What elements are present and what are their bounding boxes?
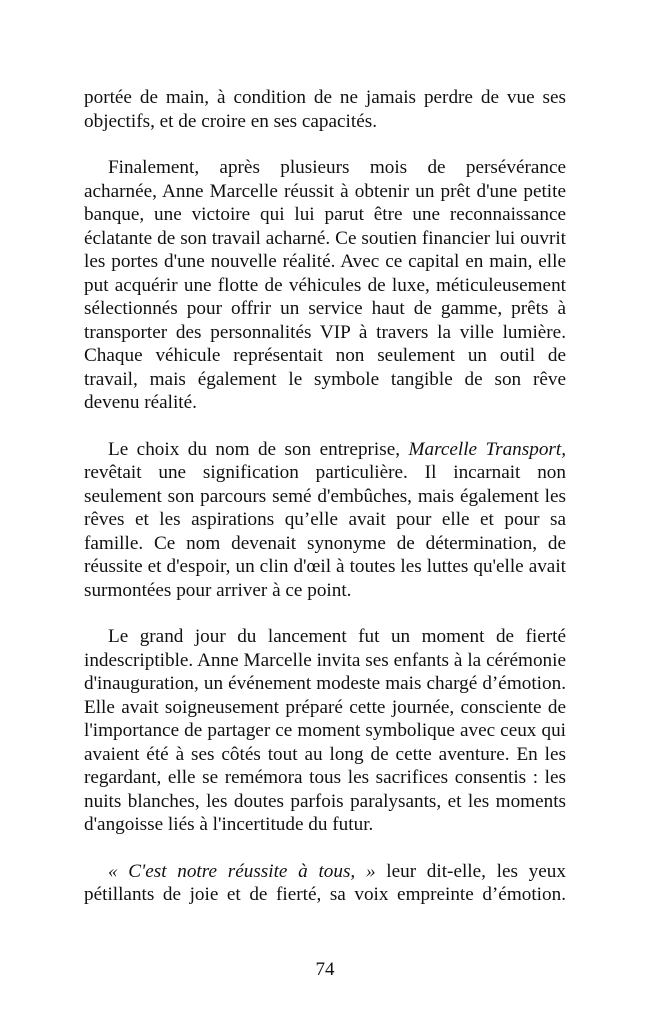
paragraph-quote-end: leur dit-elle, les yeux pétillants de joie et de fierté, sa voix empreinte d’émotion. [84, 860, 566, 905]
page-body [84, 86, 566, 930]
paragraph-quote [84, 860, 566, 907]
company-name-italic: Marcelle Transport, [408, 438, 567, 460]
paragraph-company-name-start: Le choix du nom de son entreprise, [108, 438, 409, 460]
paragraph-continuation: portée de main, à condition de ne jamais perdre de vue ses objectifs, et de croire en ses capacités. [84, 87, 566, 132]
paragraph-company-name [84, 438, 566, 603]
paragraph-loan: Finalement, après plusieurs mois de persévérance acharnée, Anne Marcelle réussit à obtenir un prêt d'une petite banque, une victoire qui lui parut être une reconnaissance éclatante de son travail acharné. Ce soutien financier lui ouvrit les portes d'une nouvelle réalité. Avec ce capital en main, elle put acquérir une flotte de véhicules de luxe, méticuleusement sélectionnés pour offrir un service haut de gamme, prêts à transporter des personnalités VIP à travers la ville lumière. Chaque véhicule représentait non seulement un outil de travail, mais également le symbole tangible de son rêve devenu réalité. [84, 157, 566, 413]
paragraph-launch-day: Le grand jour du lancement fut un moment de fierté indescriptible. Anne Marcelle invita ses enfants à la cérémonie d'inauguration, un événement modeste mais chargé d’émotion. Elle avait soigneusement préparé cette journée, consciente de l'importance de partager ce moment symbolique avec ceux qui avaient été à ses côtés tout au long de cette aventure. En les regardant, elle se remémora tous les sacrifices consentis : les nuits blanches, les doutes parfois paralysants, et les moments d'angoisse liés à l'incertitude du futur. [84, 626, 566, 835]
page-number: 74 [315, 959, 335, 980]
paragraph-company-name-end: revêtait une signification particulière. Il incarnait non seulement son parcours semé d'embûches, mais également les rêves et les aspirations qu’elle avait pour elle et pour sa famille. Ce nom devenait synonyme de détermination, de réussite et d'espoir, un clin d'œil à toutes les luttes qu'elle avait surmontées pour arriver à ce point. [84, 462, 566, 601]
quote-italic: « C'est notre réussite à tous, » [108, 860, 376, 882]
